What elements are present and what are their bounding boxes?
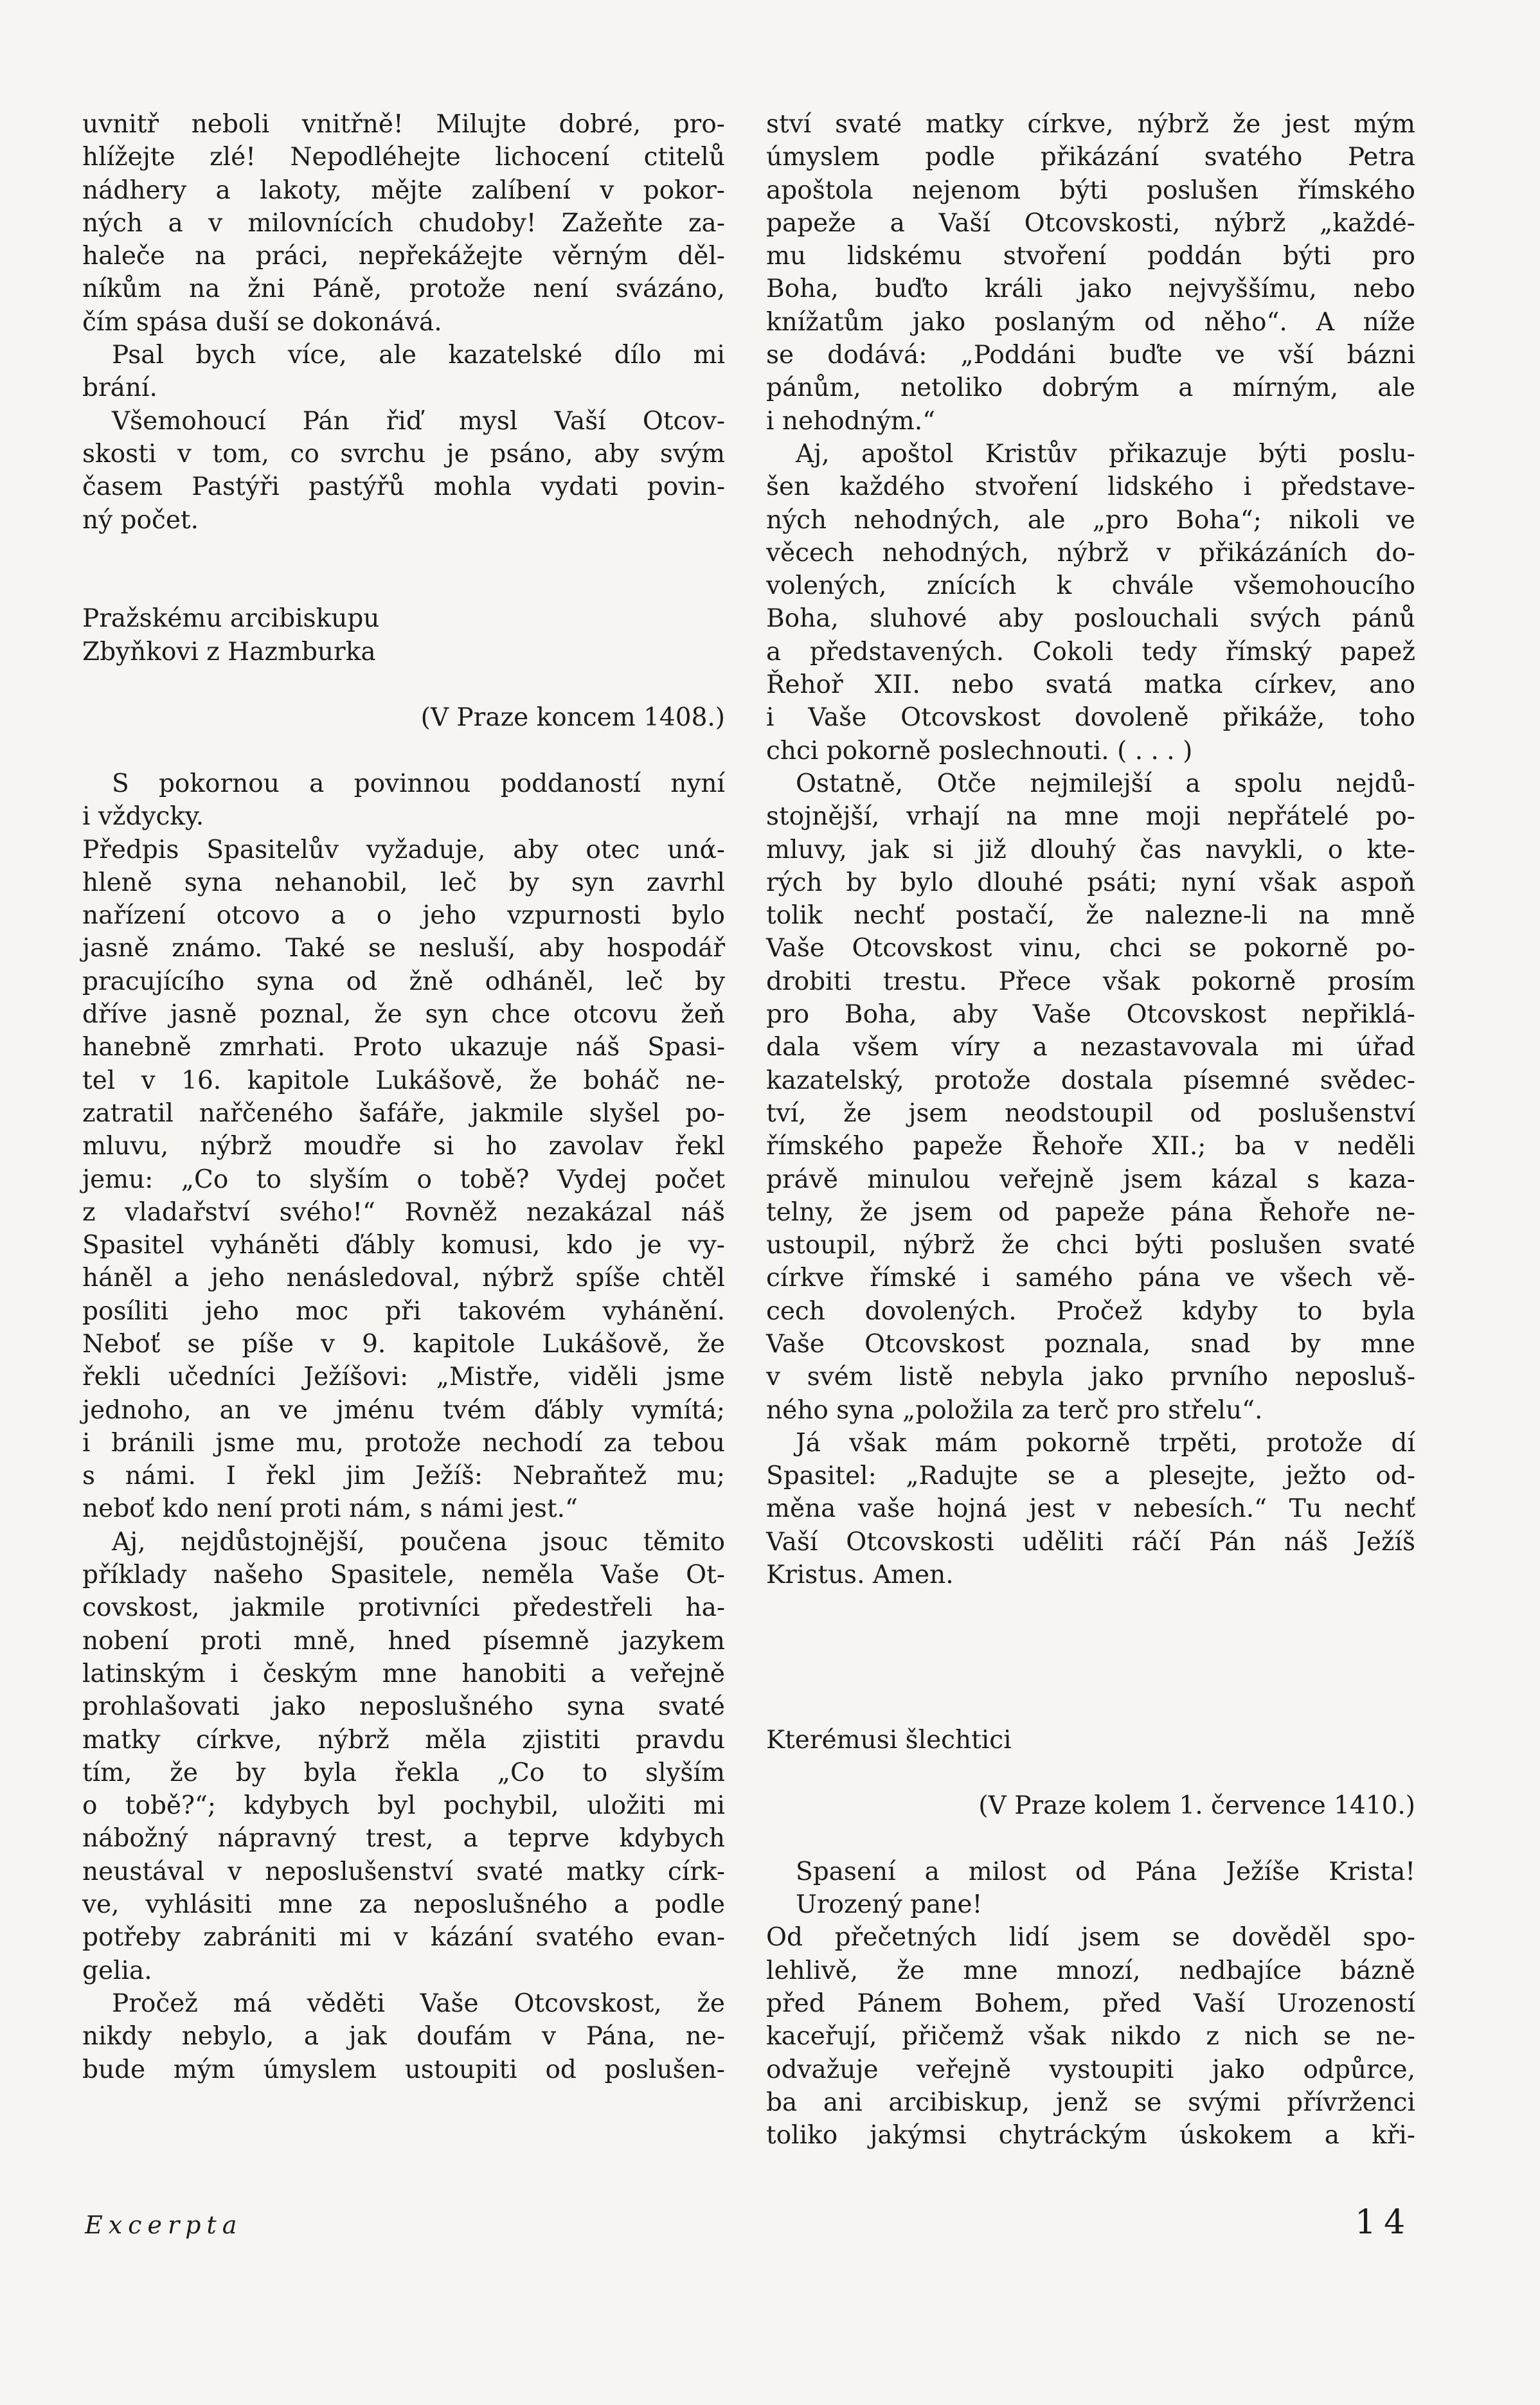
text-line: toliko jakýmsi chytráckým úskokem a kři- — [766, 2121, 1415, 2150]
text-line: i bránili jsme mu, protože nechodí za tebou — [82, 1428, 725, 1458]
text-line: římského papeže Řehoře XII.; ba v neděli — [766, 1132, 1415, 1161]
text-line: latinským i českým mne hanobiti a veřejně — [82, 1659, 725, 1688]
text-line: matky církve, nýbrž měla zjistiti pravdu — [82, 1725, 725, 1755]
text-line: mu lidskému stvoření poddán býti pro — [766, 242, 1415, 271]
text-line: o tobě?“; kdybych byl pochybil, uložiti mi — [82, 1791, 725, 1821]
text-line: šen každého stvoření lidského i představe- — [766, 472, 1415, 502]
text-line: nařízení otcovo a o jeho vzpurnosti bylo — [82, 901, 725, 931]
text-line: hanebně zmrhati. Proto ukazuje náš Spasi- — [82, 1033, 725, 1062]
text-line: i nehodným.“ — [766, 406, 936, 436]
text-line: posíliti jeho moc při takovém vyhánění. — [82, 1296, 725, 1326]
text-line: Zbyňkovi z Hazmburka — [82, 637, 376, 666]
text-line: ství svaté matky církve, nýbrž že jest mým — [766, 110, 1415, 139]
text-line: se dodává: „Poddáni buďte ve vší bázni — [766, 341, 1415, 370]
text-line: (V Praze kolem 1. července 1410.) — [978, 1791, 1415, 1821]
text-line: před Pánem Bohem, před Vaší Urozeností — [766, 1989, 1415, 2018]
text-line: Všemohoucí Pán řiď mysl Vaší Otcov- — [112, 406, 725, 436]
text-line: věcech nehodných, nýbrž v přikázáních do- — [766, 538, 1415, 568]
text-line: Boha, sluhové aby poslouchali svých pánů — [766, 604, 1415, 634]
text-line: tel v 16. kapitole Lukášově, že boháč ne- — [82, 1066, 725, 1095]
text-line: Vaše Otcovskost poznala, snad by mne — [766, 1329, 1415, 1359]
text-line: čím spása duší se dokonává. — [82, 307, 442, 337]
text-line: chci pokorně poslechnouti. ( . . . ) — [766, 736, 1193, 765]
running-footer-title: Excerpta — [85, 2211, 243, 2239]
text-line: církve římské i samého pána ve všech vě- — [766, 1264, 1415, 1293]
text-line: ného syna „položila za terč pro střelu“. — [766, 1395, 1263, 1425]
page-number: 14 — [1355, 2203, 1413, 2242]
text-line: pracujícího syna od žně odháněl, leč by — [82, 967, 725, 996]
text-line: rých by bylo dlouhé psáti; nyní však aspoň — [766, 868, 1415, 897]
text-line: v svém listě nebyla jako prvního neposluš- — [766, 1363, 1415, 1392]
text-line: z vladařství svého!“ Rovněž nezakázal náš — [82, 1197, 725, 1227]
text-line: Spasitel: „Radujte se a plesejte, ježto od- — [766, 1462, 1415, 1491]
text-line: tím, že by byla řekla „Co to slyším — [82, 1758, 725, 1787]
line-spacer — [766, 1591, 1415, 1624]
text-line: Spasitel vyháněti ďábly komusi, kdo je vy- — [82, 1231, 725, 1260]
text-line: ve, vyhlásiti mne za neposlušného a podle — [82, 1890, 725, 1920]
text-line: S pokornou a povinnou poddaností nyní — [112, 769, 725, 798]
text-line: příklady našeho Spasitele, neměla Vaše Ot- — [82, 1560, 725, 1590]
text-line: volených, znících k chvále všemohoucího — [766, 571, 1415, 601]
text-line: dala všem víry a nezastavovala mi úřad — [766, 1033, 1415, 1062]
text-line: Psal bych více, ale kazatelské dílo mi — [112, 341, 725, 370]
text-line: kaceřují, přičemž však nikdo z nich se ne- — [766, 2022, 1415, 2052]
text-line: knížatům jako poslaným od něho“. A níže — [766, 307, 1415, 337]
text-line: kazatelský, protože dostala písemné svědec- — [766, 1066, 1415, 1095]
text-line: uvnitř neboli vnitřně! Milujte dobré, pro- — [82, 110, 725, 139]
text-line: Pročež má věděti Vaše Otcovskost, že — [112, 1989, 725, 2018]
text-line: prohlašovati jako neposlušného syna svaté — [82, 1692, 725, 1722]
line-spacer — [82, 735, 725, 767]
text-line: Pražskému arcibiskupu — [82, 604, 380, 634]
line-spacer — [766, 1690, 1415, 1723]
text-line: řekli učedníci Ježíšovi: „Mistře, viděli jsme — [82, 1363, 725, 1392]
text-line: tolik nechť postačí, že nalezne-li na mně — [766, 901, 1415, 931]
text-line: neboť kdo není proti nám, s námi jest.“ — [82, 1494, 578, 1524]
text-line: nábožný nápravný trest, a teprve kdybych — [82, 1824, 725, 1854]
text-line: pro Boha, aby Vaše Otcovskost nepřiklá- — [766, 1000, 1415, 1030]
text-line: háněl a jeho nenásledoval, nýbrž spíše chtěl — [82, 1264, 725, 1293]
text-line: Já však mám pokorně trpěti, protože dí — [796, 1428, 1415, 1458]
text-line: hleně syna nehanobil, leč by syn zavrhl — [82, 868, 725, 897]
text-line: papeže a Vaší Otcovskosti, nýbrž „každé- — [766, 208, 1415, 238]
text-line: covskost, jakmile protivníci předestřeli ha- — [82, 1593, 725, 1623]
text-line: nobení proti mně, hned písemně jazykem — [82, 1626, 725, 1656]
text-line: jemu: „Co to slyším o tobě? Vydej počet — [82, 1165, 725, 1194]
text-line: Neboť se píše v 9. kapitole Lukášově, že — [82, 1329, 725, 1359]
text-line: ných a v milovnících chudoby! Zažeňte za- — [82, 208, 725, 238]
text-line: měna vaše hojná jest v nebesích.“ Tu nechť — [766, 1494, 1415, 1524]
text-line: Spasení a milost od Pána Ježíše Krista! — [796, 1857, 1415, 1886]
text-line: a představených. Cokoli tedy římský papež — [766, 637, 1415, 666]
text-line: brání. — [82, 373, 157, 403]
text-line: haleče na práci, nepřekážejte věrným děl- — [82, 242, 725, 271]
left-column — [82, 108, 725, 2086]
line-spacer — [766, 1625, 1415, 1658]
text-line: ba ani arcibiskup, jenž se svými přívrženci — [766, 2088, 1415, 2117]
text-line: stojnější, vrhají na mne moji nepřátelé po- — [766, 802, 1415, 832]
text-line: Aj, apoštol Kristův přikazuje býti poslu- — [796, 439, 1415, 469]
text-line: jasně známo. Také se nesluší, aby hospodář — [82, 934, 725, 963]
text-line: nádhery a lakoty, mějte zalíbení v pokor- — [82, 175, 725, 205]
text-line: drobiti trestu. Přece však pokorně prosím — [766, 967, 1415, 996]
text-line: nikdy nebylo, a jak doufám v Pána, ne- — [82, 2022, 725, 2052]
text-line: jednoho, an ve jménu tvém ďábly vymítá; — [82, 1395, 725, 1425]
text-line: právě minulou veřejně jsem kázal s kaza- — [766, 1165, 1415, 1194]
text-line: Aj, nejdůstojnější, poučena jsouc těmito — [112, 1527, 725, 1557]
text-line: ustoupil, nýbrž že chci býti poslušen svaté — [766, 1231, 1415, 1260]
text-line: lehlivě, že mne mnozí, nedbajíce bázně — [766, 1956, 1415, 1985]
text-line: Boha, buďto králi jako nejvyššímu, nebo — [766, 274, 1415, 304]
text-line: úmyslem podle přikázání svatého Petra — [766, 143, 1415, 172]
text-line: Vaše Otcovskost vinu, chci se pokorně po- — [766, 934, 1415, 963]
text-line: Ostatně, Otče nejmilejší a spolu nejdů- — [796, 769, 1415, 798]
text-line: níkům na žni Páně, protože není svázáno, — [82, 274, 725, 304]
text-line: Vaší Otcovskosti uděliti ráčí Pán náš Ježíš — [766, 1527, 1415, 1557]
right-column — [766, 108, 1415, 2152]
text-line: s námi. I řekl jim Ježíš: Nebraňtež mu; — [82, 1462, 725, 1491]
line-spacer — [82, 569, 725, 602]
text-line: mluvy, jak si již dlouhý čas navykli, o kte- — [766, 835, 1415, 864]
text-line: Předpis Spasitelův vyžaduje, aby otec unά- — [82, 835, 725, 864]
text-line: skosti v tom, co svrchu je psáno, aby svým — [82, 439, 725, 469]
text-line: Řehoř XII. nebo svatá matka církev, ano — [766, 670, 1415, 700]
text-line: odvažuje veřejně vystoupiti jako odpůrce, — [766, 2055, 1415, 2084]
text-line: Od přečetných lidí jsem se dověděl spo- — [766, 1923, 1415, 1953]
text-line: Urozený pane! — [796, 1890, 983, 1920]
text-line: gelia. — [82, 1956, 152, 1985]
text-line: pánům, netoliko dobrým a mírným, ale — [766, 373, 1415, 403]
text-line: telny, že jsem od papeže pána Řehoře ne- — [766, 1197, 1415, 1227]
line-spacer — [766, 1822, 1415, 1855]
text-line: i vždycky. — [82, 802, 204, 832]
text-line: potřeby zabrániti mi v kázání svatého evan- — [82, 1923, 725, 1953]
line-spacer — [766, 1658, 1415, 1690]
text-line: ný počet. — [82, 505, 199, 535]
line-spacer — [82, 668, 725, 701]
text-line: bude mým úmyslem ustoupiti od poslušen- — [82, 2055, 725, 2084]
text-line: neustával v neposlušenství svaté matky círk- — [82, 1857, 725, 1886]
text-line: hlížejte zlé! Nepodléhejte lichocení ctitelů — [82, 143, 725, 172]
text-line: (V Praze koncem 1408.) — [420, 703, 725, 733]
text-line: apoštola nejenom býti poslušen římského — [766, 175, 1415, 205]
text-line: cech dovolených. Pročež kdyby to byla — [766, 1296, 1415, 1326]
text-line: i Vaše Otcovskost dovoleně přikáže, toho — [766, 703, 1415, 733]
text-line: dříve jasně poznal, že syn chce otcovu žeň — [82, 1000, 725, 1030]
text-line: Kterémusi šlechtici — [766, 1725, 1012, 1755]
text-line: zatratil nařčeného šafáře, jakmile slyšel po- — [82, 1098, 725, 1128]
text-line: tví, že jsem neodstoupil od poslušenství — [766, 1098, 1415, 1128]
text-line: Kristus. Amen. — [766, 1560, 954, 1590]
line-spacer — [766, 1757, 1415, 1789]
text-line: časem Pastýři pastýřů mohla vydati povin- — [82, 472, 725, 502]
text-line: ných nehodných, ale „pro Boha“; nikoli ve — [766, 505, 1415, 535]
line-spacer — [82, 537, 725, 569]
text-line: mluvu, nýbrž moudře si ho zavolav řekl — [82, 1132, 725, 1161]
